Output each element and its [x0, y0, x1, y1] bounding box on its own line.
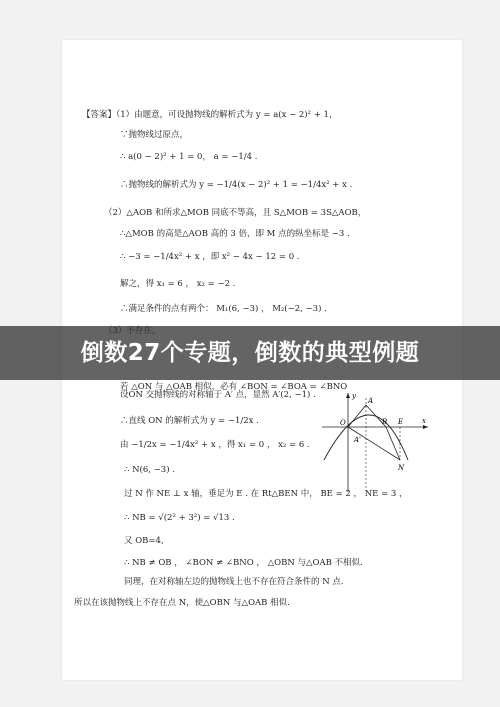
answer-line-19: ∴ NB ≠ OB ， ∠BON ≠ ∠BNO ， △OBN 与△OAB 不相似.	[124, 558, 363, 568]
answer-line-11: 若 △ON 与 △OAB 相似，必有 ∠BON = ∠BOA = ∠BNO	[120, 382, 348, 392]
segment-bn	[386, 427, 400, 460]
label-a-prime: A'	[354, 436, 361, 444]
answer-line-20: 同理，在对称轴左边的抛物线上也不存在符合条件的 N 点.	[124, 577, 344, 587]
answer-line-21: 所以在该抛物线上不存在点 N，使△OBN 与△OAB 相似.	[74, 598, 290, 608]
label-a: A	[368, 397, 374, 405]
label-x: x	[422, 417, 426, 425]
answer-line-6: ∴△MOB 的高是△AOB 高的 3 倍，即 M 点的纵坐标是 −3 .	[120, 229, 350, 239]
answer-line-12: 设ON 交抛物线的对称轴于 A′ 点，显然 A′(2, −1) .	[120, 390, 316, 400]
label-e: E	[398, 418, 404, 426]
label-n: N	[398, 464, 405, 472]
answer-line-14: 由 −1/2x = −1/4x² + x ，得 x₁ = 0 ， x₂ = 6 .	[120, 440, 310, 450]
answer-line-13: ∴直线 ON 的解析式为 y = −1/2x .	[120, 416, 259, 426]
answer-line-1: 【答案】（1）由题意，可设抛物线的解析式为 y = a(x − 2)² + 1，	[82, 110, 338, 120]
answer-line-2: ∵抛物线过原点，	[120, 130, 189, 140]
label-o: O	[340, 419, 346, 427]
label-b: B	[382, 418, 388, 426]
y-axis-arrow	[346, 393, 350, 398]
answer-line-5: （2）△AOB 和所求△MOB 同底不等高，且 S△MOB = 3S△AOB，	[104, 208, 367, 218]
answer-line-4: ∴抛物线的解析式为 y = −1/4(x − 2)² + 1 = −1/4x² + x .	[120, 180, 353, 190]
banner-title: 倒数27个专题，倒数的典型例题	[80, 340, 420, 366]
parabola-figure	[318, 390, 430, 494]
parabola-curve	[324, 415, 408, 460]
answer-line-18: 又 OB=4,	[124, 536, 164, 546]
answer-line-8: 解之，得 x₁ = 6 ， x₂ = −2 .	[120, 279, 236, 289]
answer-line-7: ∴ −3 = −1/4x² + x ，即 x² − 4x − 12 = 0 .	[120, 252, 300, 262]
answer-line-15: ∴ N(6, −3) .	[124, 465, 175, 475]
label-y: y	[352, 392, 356, 400]
x-axis-arrow	[423, 425, 428, 429]
answer-line-17: ∴ NB = √(2² + 3²) = √13 .	[124, 513, 235, 523]
answer-line-9: ∴满足条件的点有两个： M₁(6, −3) ， M₂(−2, −3) .	[120, 304, 327, 314]
answer-line-3: ∴ a(0 − 2)² + 1 = 0， a = −1/4 .	[120, 152, 258, 162]
answer-line-16: 过 N 作 NE ⊥ x 轴，垂足为 E . 在 Rt△BEN 中， BE = 2 ， NE = 3 ，	[124, 489, 408, 499]
